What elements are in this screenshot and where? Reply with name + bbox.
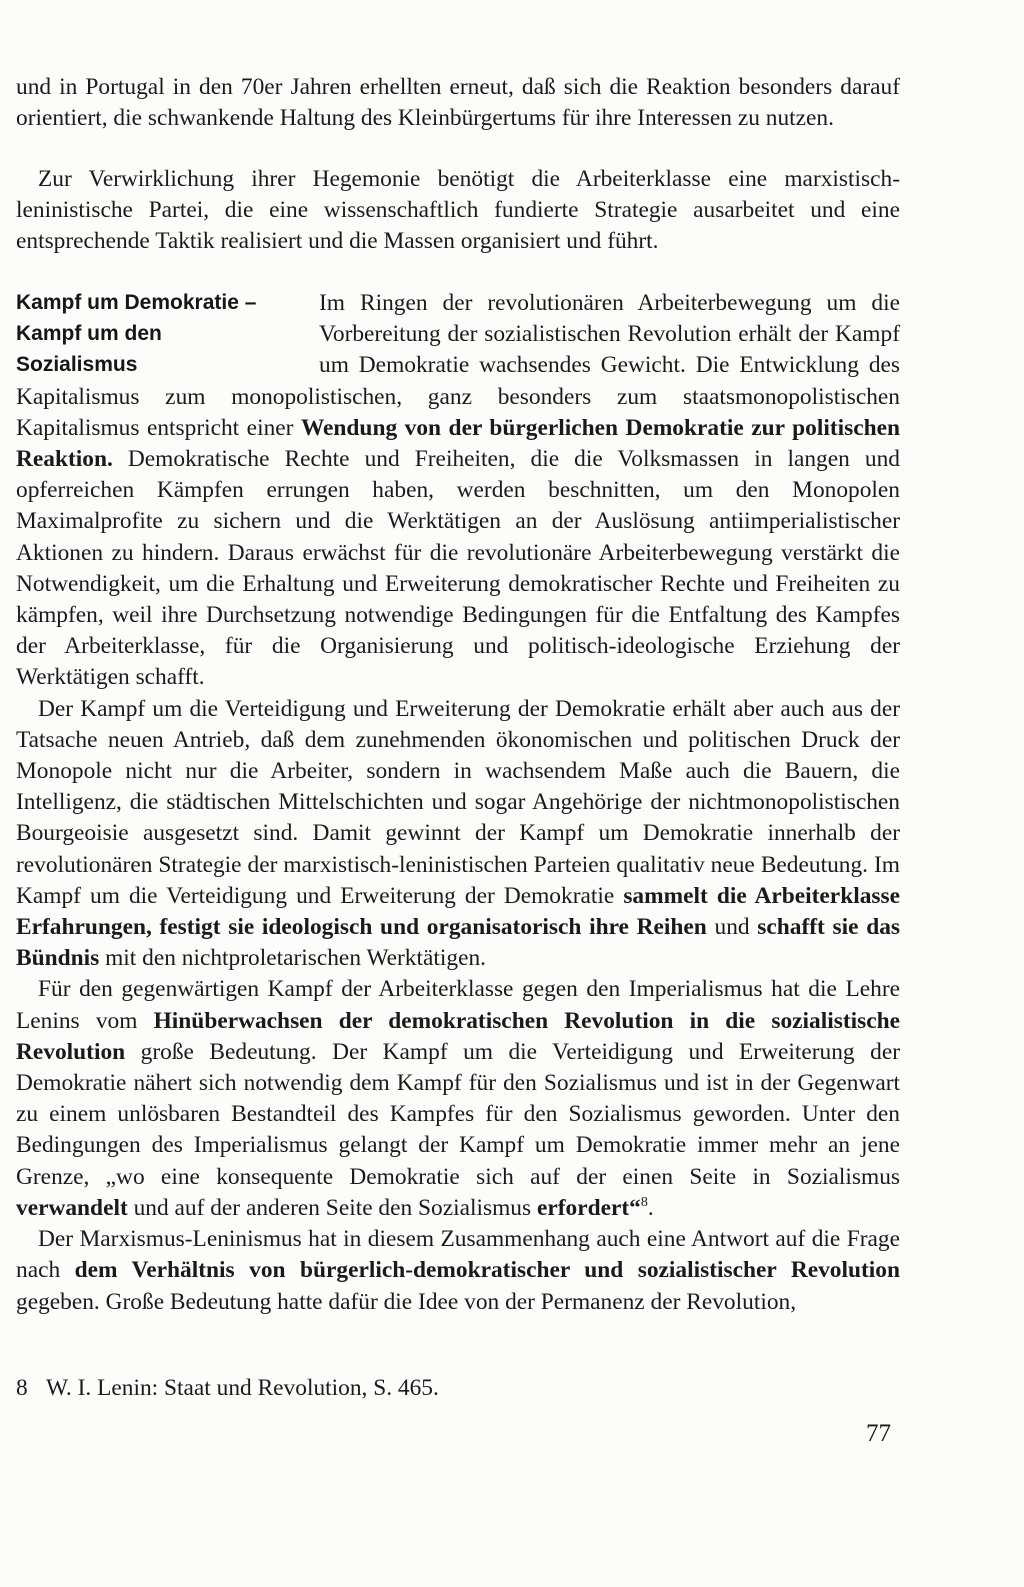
section-heading-line-2: Kampf um den	[16, 322, 162, 345]
paragraph-intro-1: und in Portugal in den 70er Jahren erhellten erneut, daß sich die Reaktion besonders darauf orientiert, die schwankende Haltung des Kleinbürgertums für ihre Interessen zu nutzen.	[16, 74, 900, 132]
paragraph-intro-2: Zur Verwirklichung ihrer Hegemonie benötigt die Arbeiterklasse eine marxistisch-leninistische Partei, die eine wissenschaftlich fundierte Strategie ausarbeitet und eine entsprechende Taktik realisiert und die Massen organisiert und führt.	[16, 166, 900, 255]
section-heading-line-3: Sozialismus	[16, 353, 138, 376]
footnote-reference: 8	[640, 1194, 648, 1210]
footnote-number: 8	[16, 1375, 28, 1401]
paragraph-3: Im Ringen der revolutionären Arbeiterbewegung um die Vorbereitung der sozialistischen Revolution erhält der Kampf um Demokratie wachsendes Gewicht. Die Entwicklung des Kapitalismus zum monopolistischen, ganz besonders zum staatsmonopolistischen Kapitalismus entspricht einer Wendung von der bürgerlichen Demokratie zur politischen Reaktion. Demokratische Rechte und Freiheiten, die die Volksmassen in langen und opferreichen Kämpfen errungen haben, werden beschnitten, um den Monopolen Maximalprofite zu sichern und die Werktätigen an der Auslösung antiimperialistischer Aktionen zu hindern. Daraus erwächst für die revolutionäre Arbeiterbewegung verstärkt die Notwendigkeit, um die Erhaltung und Erweiterung demokratischer Rechte und Freiheiten zu kämpfen, weil ihre Durchsetzung notwendige Bedingungen für die Entfaltung des Kampfes der Arbeiterklasse, für die Organisierung und politisch-ideologische Erziehung der Werktätigen schafft.	[16, 290, 900, 691]
heading-spacer	[16, 288, 319, 381]
paragraph-4: Der Kampf um die Verteidigung und Erweiterung der Demokratie erhält aber auch aus der Tatsache neuen Antrieb, daß dem zunehmenden ökonomischen und politischen Druck der Monopole nicht nur die Arbeiter, sondern in wachsendem Maße auch die Bauern, die Intelligenz, die städtischen Mittelschichten und sogar Angehörige der nichtmonopolistischen Bourgeoisie ausgesetzt sind. Damit gewinnt der Kampf um Demokratie innerhalb der revolutionären Strategie der marxistisch-leninistischen Parteien qualitativ neue Bedeutung. Im Kampf um die Verteidigung und Erweiterung der Demokratie sammelt die Arbeiterklasse Erfahrungen, festigt sie ideologisch und organisatorisch ihre Reihen und schafft sie das Bündnis mit den nichtproletarischen Werktätigen.	[16, 695, 901, 972]
footnote-text: W. I. Lenin: Staat und Revolution, S. 465.	[46, 1375, 439, 1401]
section-heading-line-1: Kampf um Demokratie –	[16, 291, 257, 314]
paragraph-5: Für den gegenwärtigen Kampf der Arbeiterklasse gegen den Imperialismus hat die Lehre Lenins vom Hinüberwachsen der demokratischen Revolution in die sozialistische Revolution große Bedeutung. Der Kampf um die Verteidigung und Erweiterung der Demokratie nähert sich notwendig dem Kampf für den Sozialismus und ist in der Gegenwart zu einem unlösbaren Bestandteil des Kampfes für den Sozialismus geworden. Unter den Bedingungen des Imperialismus gelangt der Kampf um Demokratie immer mehr an jene Grenze, „wo eine konsequente Demokratie sich auf der einen Seite in Sozialismus verwandelt und auf der anderen Seite den Sozialismus erfordert“$^8$.	[16, 976, 900, 1221]
paragraph-6: Der Marxismus-Leninismus hat in diesem Zusammenhang auch eine Antwort auf die Frage nach dem Verhältnis von bürgerlich-demokratischer und sozialistischer Revolution gegeben. Große Bedeutung hatte dafür die Idee von der Permanenz der Revolution,	[16, 1226, 900, 1315]
page-number: 77	[866, 1420, 891, 1447]
main-text	[16, 288, 900, 1318]
footnote	[16, 1373, 439, 1404]
